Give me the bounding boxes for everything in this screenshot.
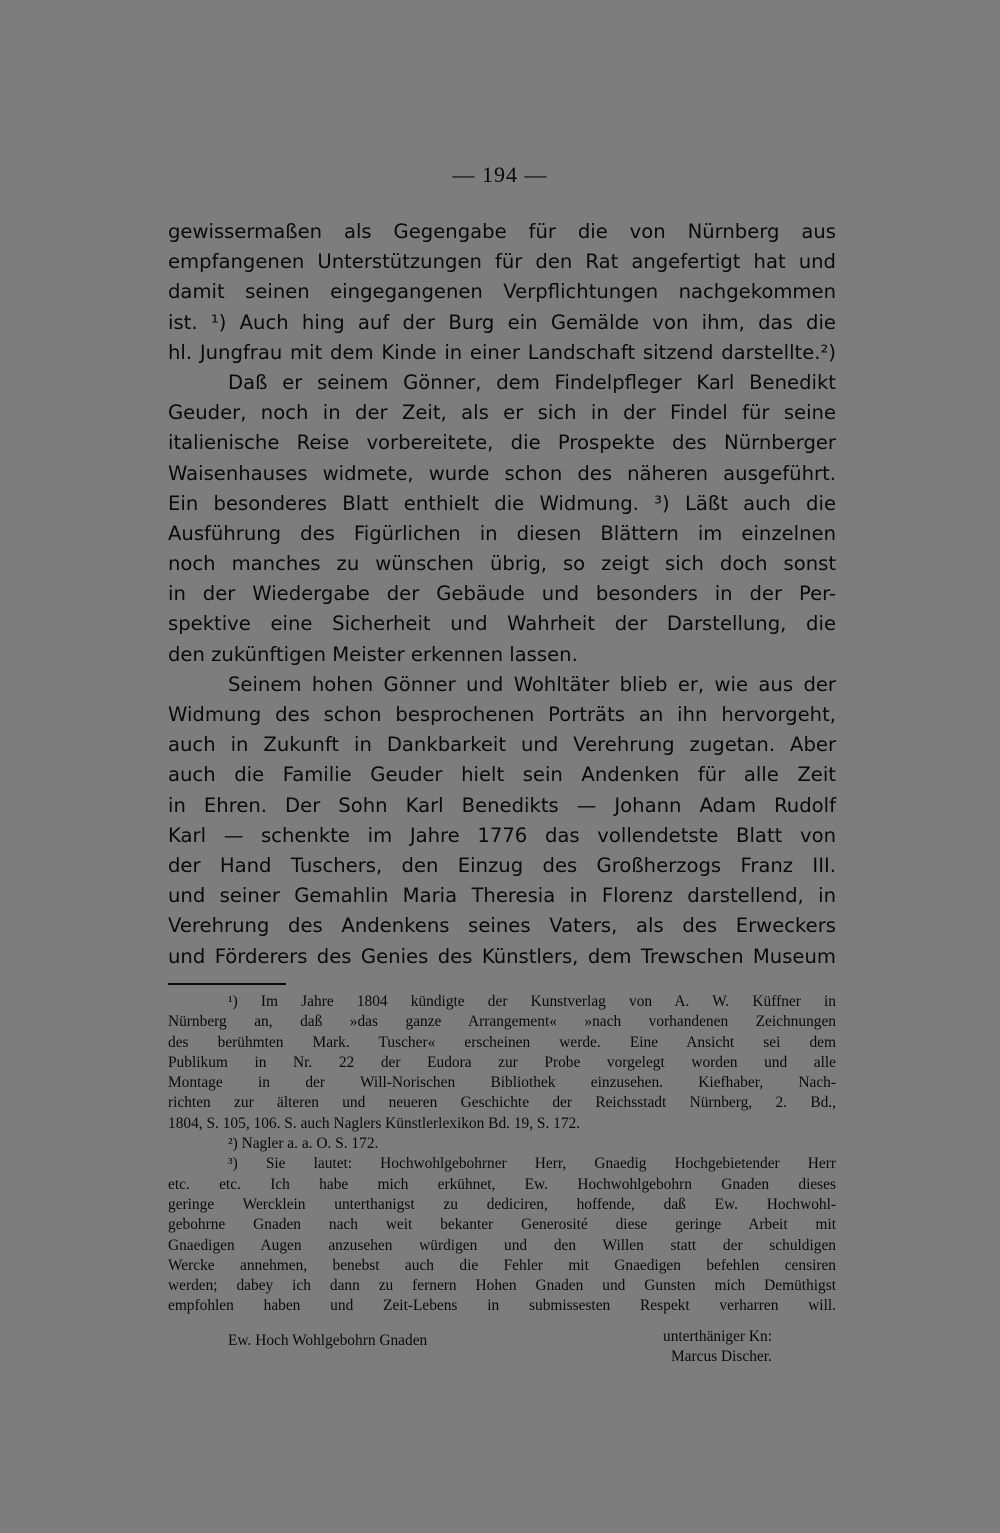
footnote-line: Gnaedigen Augen anzusehen würdigen und den Willen statt der schuldigen [168, 1236, 836, 1254]
footnote-line: werden; dabey ich dann zu fernern Hohen Gnaden und Gunsten mich Demüthigst [168, 1277, 836, 1295]
footnote-line: Nürnberg an, daß »das ganze Arrangement« »nach vorhandenen Zeichnungen [168, 1013, 836, 1031]
body-line: italienische Reise vorbereitete, die Prospekte des Nürnberger [168, 431, 836, 455]
closing-salutation: Ew. Hoch Wohlgebohrn Gnaden [228, 1332, 428, 1349]
footnote-line: geringe Wercklein unterthanigst zu dediciren, hoffende, daß Ew. Hochwohl- [168, 1195, 836, 1213]
body-line: Seinem hohen Gönner und Wohltäter blieb er, wie aus der [228, 672, 836, 696]
footnote-line: ²) Nagler a. a. O. S. 172. [228, 1135, 379, 1153]
footnotes [168, 992, 836, 1317]
body-line: gewissermaßen als Gegengabe für die von Nürnberg aus [168, 220, 836, 243]
closing-signature-line: unterthäniger Kn: [663, 1328, 772, 1345]
footnote-line: etc. etc. Ich habe mich erkühnet, Ew. Hochwohlgebohrn Gnaden dieses [168, 1175, 836, 1193]
body-line: Daß er seinem Gönner, dem Findelpfleger Karl Benedikt [228, 370, 836, 394]
body-line: Ein besonderes Blatt enthielt die Widmung. ³) Läßt auch die [168, 491, 836, 515]
body-line: ist. ¹) Auch hing auf der Burg ein Gemälde von ihm, das die [168, 310, 836, 334]
letter-closing [168, 1327, 836, 1377]
body-line: spektive eine Sicherheit und Wahrheit der Darstellung, die [168, 612, 836, 636]
page-number: — 194 — [452, 162, 548, 187]
body-line: noch manches zu wünschen übrig, so zeigt sich doch sonst [168, 552, 836, 576]
footnote-line: Montage in der Will-Norischen Bibliothek einzusehen. Kiefhaber, Nach- [168, 1074, 836, 1092]
body-line: Widmung des schon besprochenen Porträts an ihn hervorgeht, [168, 703, 836, 726]
footnote-line: Publikum in Nr. 22 der Eudora zur Probe vorgelegt worden und alle [168, 1053, 836, 1071]
footnote-rule [168, 983, 286, 985]
body-text [168, 217, 836, 972]
body-line: der Hand Tuschers, den Einzug des Großherzogs Franz III. [168, 853, 836, 877]
footnote-line: 1804, S. 105, 106. S. auch Naglers Künstlerlexikon Bd. 19, S. 172. [168, 1114, 581, 1132]
body-line: auch die Familie Geuder hielt sein Andenken für alle Zeit [168, 763, 836, 787]
footnote-line: empfohlen haben und Zeit-Lebens in submissesten Respekt verharren will. [168, 1297, 836, 1315]
footnote-line: ¹) Im Jahre 1804 kündigte der Kunstverlag von A. W. Küffner in [228, 993, 836, 1010]
body-line: damit seinen eingegangenen Verpflichtungen nachgekommen [168, 280, 836, 304]
body-line: Waisenhauses widmete, wurde schon des näheren ausgeführt. [168, 461, 836, 485]
footnote-line: des berühmten Mark. Tuscher« erscheinen werde. Eine Ansicht sei dem [168, 1033, 836, 1051]
footnote-line: gebohrne Gnaden nach weit bekanter Generosité diese geringe Arbeit mit [168, 1216, 836, 1234]
body-line: in Ehren. Der Sohn Karl Benedikts — Johann Adam Rudolf [168, 793, 836, 817]
body-line: und Förderers des Genies des Künstlers, dem Trewschen Museum [168, 944, 836, 968]
closing-signature-name: Marcus Discher. [671, 1348, 772, 1366]
body-line: Geuder, noch in der Zeit, als er sich in der Findel für seine [168, 401, 836, 425]
body-line: auch in Zukunft in Dankbarkeit und Verehrung zugetan. Aber [168, 733, 836, 757]
body-line: Karl — schenkte im Jahre 1776 das vollendetste Blatt von [168, 823, 836, 847]
body-line: empfangenen Unterstützungen für den Rat angefertigt hat und [168, 250, 836, 274]
body-line: hl. Jungfrau mit dem Kinde in einer Landschaft sitzend darstellte.²) [168, 340, 836, 364]
body-line: Ausführung des Figürlichen in diesen Blättern im einzelnen [168, 521, 836, 545]
body-line: in der Wiedergabe der Gebäude und besonders in der Per- [168, 582, 836, 606]
body-line: und seiner Gemahlin Maria Theresia in Florenz darstellend, in [168, 884, 836, 908]
closing-signature [663, 1327, 772, 1368]
footnote-line: ³) Sie lautet: Hochwohlgebohrner Herr, Gnaedig Hochgebietender Herr [228, 1155, 836, 1173]
footnote-line: Wercke annehmen, benebst auch die Fehler mit Gnaedigen befehlen censiren [168, 1256, 836, 1274]
footnote-line: richten zur älteren und neueren Geschichte der Reichsstadt Nürnberg, 2. Bd., [168, 1094, 836, 1112]
body-line: den zukünftigen Meister erkennen lassen. [168, 642, 578, 666]
body-line: Verehrung des Andenkens seines Vaters, als des Erweckers [168, 914, 836, 938]
